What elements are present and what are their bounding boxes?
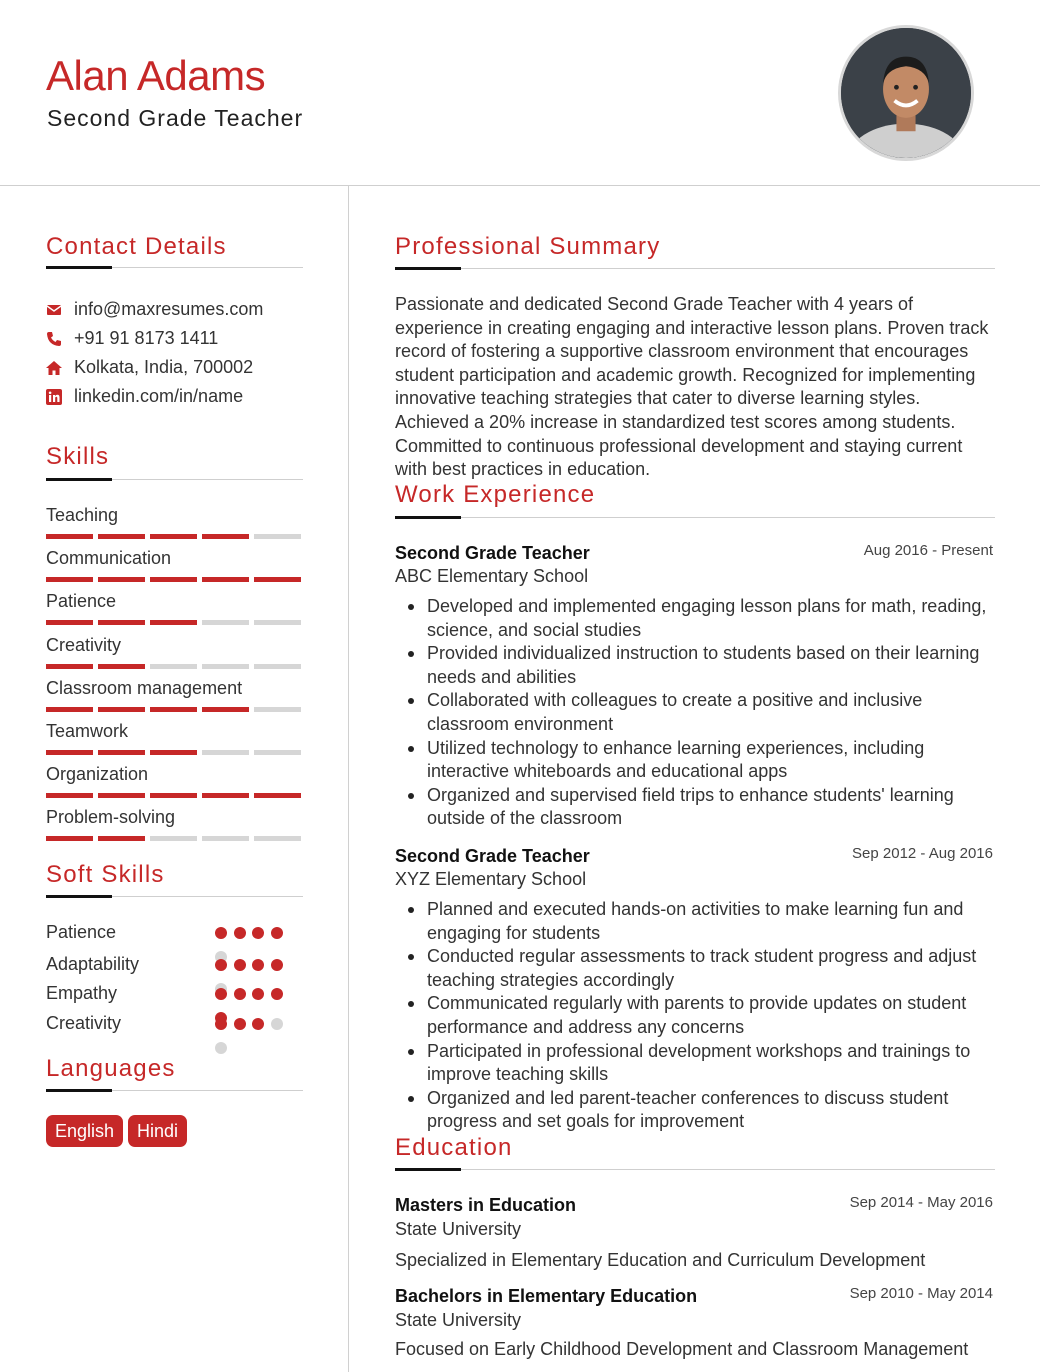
job-bullets <box>427 595 1002 831</box>
degree-dates: Sep 2014 - May 2016 <box>849 1194 993 1211</box>
degree-title: Bachelors in Elementary Education <box>395 1286 698 1306</box>
skill-level-bar <box>46 620 301 625</box>
soft-skill-rating-dot <box>271 988 283 1000</box>
skill-level-segment <box>98 707 145 712</box>
skill-level-segment <box>254 664 301 669</box>
skill-level-bar <box>46 534 301 539</box>
contact-linkedin-text: linkedin.com/in/name <box>74 386 244 406</box>
skill-level-bar <box>46 664 301 669</box>
skill-level-segment <box>98 620 145 625</box>
job-title: Second Grade Teacher <box>395 543 590 563</box>
skill-level-segment <box>150 534 197 539</box>
contact-email[interactable] <box>46 299 263 320</box>
job-dates: Aug 2016 - Present <box>863 542 993 559</box>
skill-level-segment <box>46 664 93 669</box>
skill-level-bar <box>46 750 301 755</box>
degree-dates: Sep 2010 - May 2014 <box>849 1285 993 1302</box>
phone-icon <box>46 331 62 347</box>
soft-skill-label: Empathy <box>46 983 118 1003</box>
skill-level-segment <box>254 836 301 841</box>
job-bullet: Conducted regular assessments to track student progress and adjust teaching strategies accordingly <box>427 945 1002 992</box>
skill-label: Classroom management <box>46 678 243 698</box>
skill-level-segment <box>202 750 249 755</box>
soft-skills-section-accent <box>46 895 112 898</box>
skill-level-segment <box>254 750 301 755</box>
resume-header <box>0 0 1040 186</box>
skill-level-bar <box>46 836 301 841</box>
education-section-accent <box>395 1168 461 1171</box>
skill-label: Communication <box>46 548 172 568</box>
skill-label: Teaching <box>46 505 119 525</box>
skill-label: Teamwork <box>46 721 129 741</box>
job-dates: Sep 2012 - Aug 2016 <box>852 845 993 862</box>
skill-level-segment <box>98 577 145 582</box>
skill-label: Problem-solving <box>46 807 176 827</box>
summary-text: Passionate and dedicated Second Grade Teacher with 4 years of experience in creating engaging and interactive lesson plans. Proven track record of fostering a supportive classroom environment that encourages student participation and academic growth. Recognized for implementing innovative teaching strategies that cater to diverse learning styles. Achieved a 20% increase in standardized test scores among students. Committed to continuous professional development and staying current with best practices in education. <box>395 294 989 480</box>
summary-section-rule <box>395 268 995 269</box>
job-bullet: Organized and supervised field trips to enhance students' learning outside of the classroom <box>427 784 1002 831</box>
degree-school: State University <box>395 1219 522 1239</box>
skill-label: Creativity <box>46 635 122 655</box>
soft-skills-section-title: Soft Skills <box>46 861 165 888</box>
language-badge: English <box>46 1115 123 1147</box>
skill-level-segment <box>98 793 145 798</box>
skill-level-segment <box>46 707 93 712</box>
contact-section-accent <box>46 266 112 269</box>
skill-level-segment <box>98 664 145 669</box>
skill-level-segment <box>254 793 301 798</box>
contact-section-title: Contact Details <box>46 233 227 260</box>
skill-level-segment <box>150 707 197 712</box>
job-bullet: Collaborated with colleagues to create a positive and inclusive classroom environment <box>427 689 1002 736</box>
skill-level-segment <box>254 577 301 582</box>
skill-level-segment <box>98 534 145 539</box>
skill-level-segment <box>46 620 93 625</box>
languages-section-title: Languages <box>46 1055 176 1082</box>
skill-level-segment <box>202 664 249 669</box>
skill-level-segment <box>150 836 197 841</box>
degree-description: Focused on Early Childhood Development and Classroom Management <box>395 1339 969 1359</box>
contact-location <box>46 357 253 378</box>
degree-description: Specialized in Elementary Education and Curriculum Development <box>395 1250 926 1270</box>
soft-skill-rating-dot <box>252 1018 264 1030</box>
soft-skill-label: Adaptability <box>46 954 140 974</box>
profile-photo <box>838 25 974 161</box>
soft-skill-rating-dot <box>271 959 283 971</box>
soft-skill-rating-dot <box>252 959 264 971</box>
skill-level-segment <box>150 750 197 755</box>
contact-linkedin[interactable] <box>46 386 243 407</box>
job-bullet: Provided individualized instruction to students based on their learning needs and abilities <box>427 642 1002 689</box>
skill-label: Organization <box>46 764 149 784</box>
education-section-rule <box>395 1169 995 1170</box>
skill-level-segment <box>202 577 249 582</box>
education-section-title: Education <box>395 1134 513 1161</box>
skill-level-segment <box>150 664 197 669</box>
contact-phone[interactable] <box>46 328 218 349</box>
skill-level-bar <box>46 793 301 798</box>
skill-level-segment <box>202 620 249 625</box>
skill-level-segment <box>46 793 93 798</box>
job-organization: XYZ Elementary School <box>395 869 587 889</box>
job-bullets <box>427 898 1002 1134</box>
experience-section-rule <box>395 517 995 518</box>
skill-level-segment <box>150 620 197 625</box>
languages-section-accent <box>46 1089 112 1092</box>
home-icon <box>46 360 62 376</box>
skills-section-title: Skills <box>46 443 110 470</box>
skill-level-segment <box>202 707 249 712</box>
soft-skill-rating-dot <box>215 959 227 971</box>
skill-label: Patience <box>46 591 117 611</box>
summary-section-accent <box>395 267 461 270</box>
soft-skill-rating-dot <box>234 959 246 971</box>
degree-title: Masters in Education <box>395 1195 577 1215</box>
skill-level-segment <box>46 577 93 582</box>
job-bullet: Planned and executed hands-on activities to make learning fun and engaging for students <box>427 898 1002 945</box>
column-divider <box>348 186 349 1372</box>
skill-level-segment <box>254 707 301 712</box>
candidate-role: Second Grade Teacher <box>47 105 304 131</box>
job-organization: ABC Elementary School <box>395 566 589 586</box>
linkedin-icon <box>46 389 62 405</box>
experience-section-title: Work Experience <box>395 481 596 508</box>
soft-skill-rating-dot <box>252 988 264 1000</box>
skill-level-bar <box>46 707 301 712</box>
soft-skill-rating-dot <box>234 1018 246 1030</box>
skill-level-segment <box>202 534 249 539</box>
skill-level-segment <box>46 836 93 841</box>
job-bullet: Communicated regularly with parents to provide updates on student performance and address any concerns <box>427 992 1002 1039</box>
skill-level-segment <box>202 793 249 798</box>
skill-level-segment <box>98 836 145 841</box>
soft-skill-rating-dot <box>215 1018 227 1030</box>
candidate-name: Alan Adams <box>46 52 266 99</box>
skill-level-segment <box>150 793 197 798</box>
job-bullet: Organized and led parent-teacher conferences to discuss student progress and set goals for improvement <box>427 1087 1002 1134</box>
soft-skill-rating-dot <box>215 927 227 939</box>
profile-photo-illustration <box>841 28 971 158</box>
job-title: Second Grade Teacher <box>395 846 590 866</box>
skills-section-accent <box>46 478 112 481</box>
soft-skill-rating-dot <box>215 988 227 1000</box>
summary-section-title: Professional Summary <box>395 233 661 260</box>
contact-location-text: Kolkata, India, 700002 <box>74 357 254 377</box>
degree-school: State University <box>395 1310 522 1330</box>
job-bullet: Developed and implemented engaging lesson plans for math, reading, science, and social studies <box>427 595 1002 642</box>
soft-skill-rating-dot <box>234 988 246 1000</box>
skill-level-segment <box>46 534 93 539</box>
skill-level-segment <box>202 836 249 841</box>
contact-email-text: info@maxresumes.com <box>74 299 264 319</box>
soft-skill-rating-dot <box>234 927 246 939</box>
soft-skill-label: Patience <box>46 922 117 942</box>
skill-level-segment <box>46 750 93 755</box>
soft-skill-label: Creativity <box>46 1013 122 1033</box>
skill-level-segment <box>254 534 301 539</box>
job-bullet: Participated in professional development workshops and trainings to improve teaching skills <box>427 1040 1002 1087</box>
skill-level-segment <box>150 577 197 582</box>
skill-level-bar <box>46 577 301 582</box>
soft-skill-rating-dot <box>252 927 264 939</box>
contact-phone-text: +91 91 8173 1411 <box>74 328 219 348</box>
envelope-icon <box>46 302 62 318</box>
soft-skill-rating-dot <box>215 1042 227 1054</box>
language-badge: Hindi <box>128 1115 187 1147</box>
skill-level-segment <box>254 620 301 625</box>
skill-level-segment <box>98 750 145 755</box>
soft-skill-rating-dot <box>271 927 283 939</box>
soft-skill-rating-dot <box>271 1018 283 1030</box>
experience-section-accent <box>395 516 461 519</box>
job-bullet: Utilized technology to enhance learning experiences, including interactive whiteboards and educational apps <box>427 737 1002 784</box>
